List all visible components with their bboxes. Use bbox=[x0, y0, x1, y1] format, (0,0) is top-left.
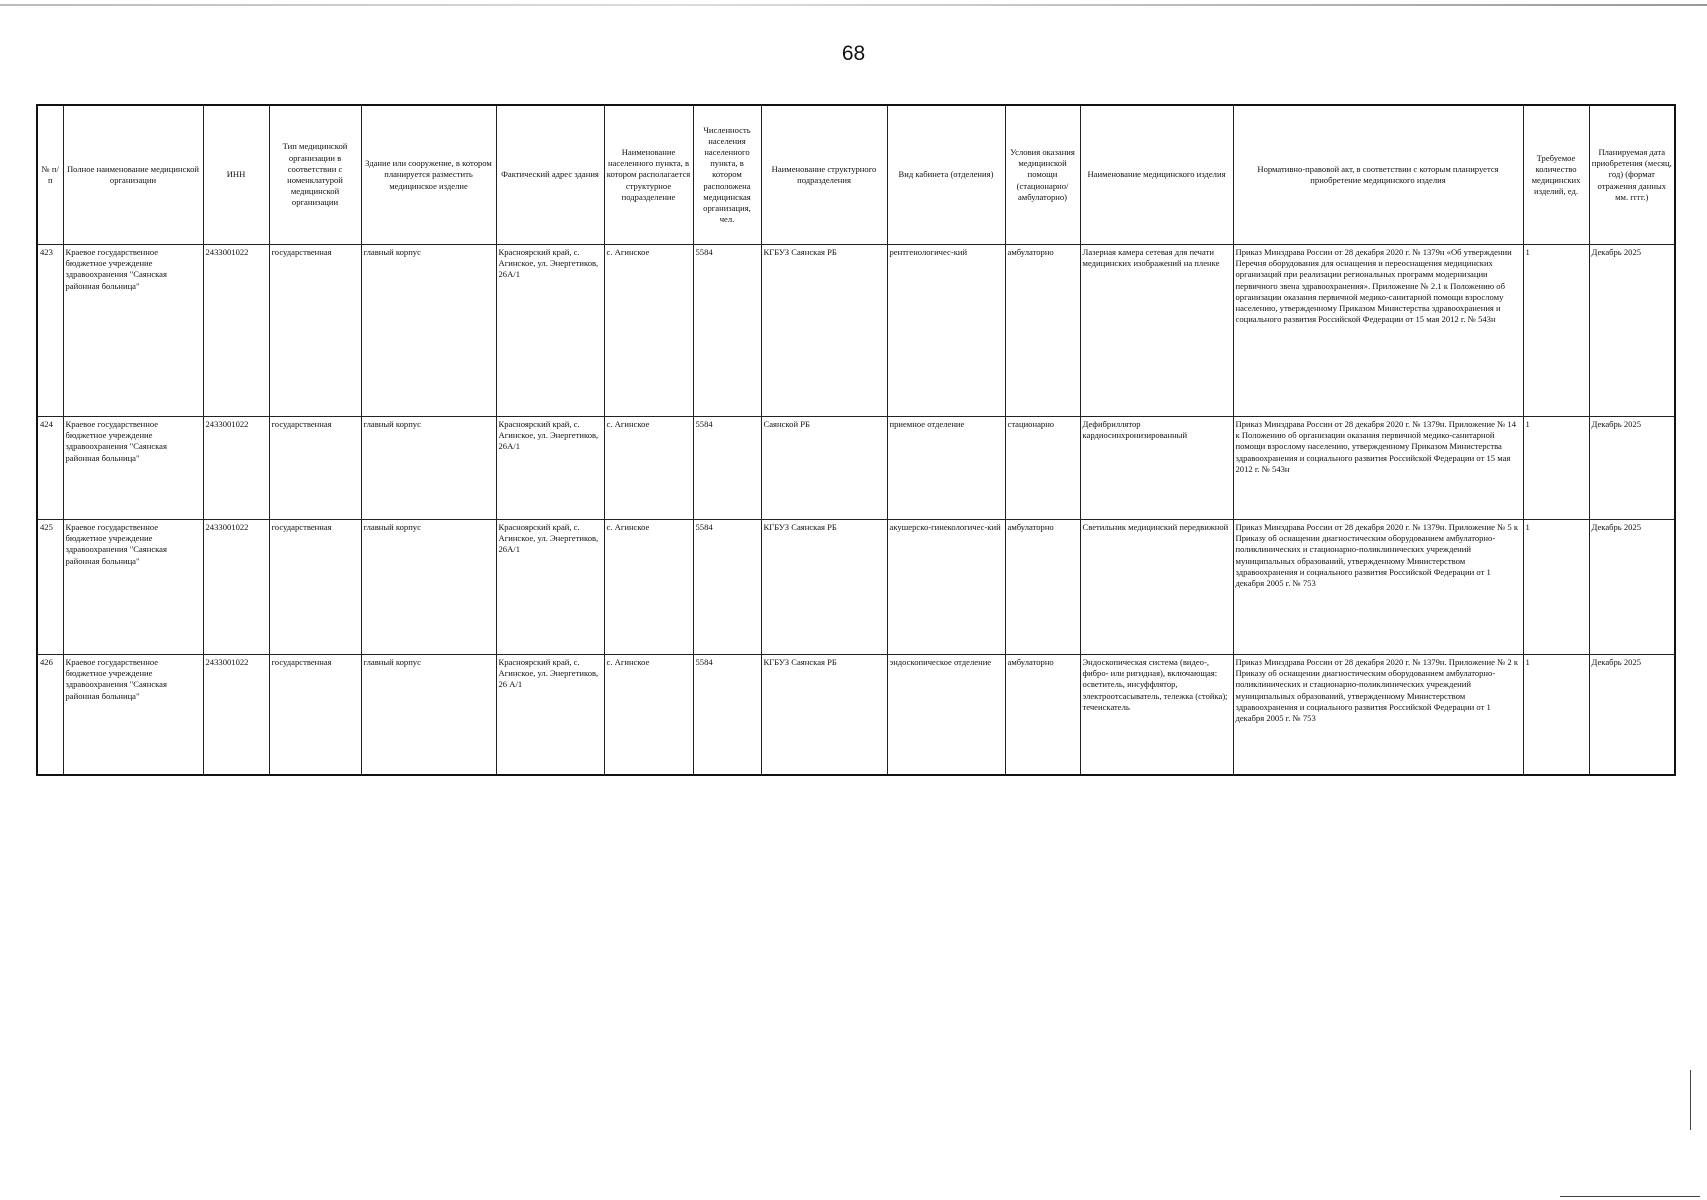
cell-number: 424 bbox=[37, 417, 63, 520]
cell-locality: с. Агинское bbox=[604, 655, 693, 776]
cell-quantity: 1 bbox=[1523, 417, 1589, 520]
col-header-organization: Полное наименование медицинской организации bbox=[63, 105, 203, 245]
cell-conditions: амбулаторно bbox=[1005, 245, 1080, 417]
col-header-conditions: Условия оказания медицинской помощи (стационарно/ амбулаторно) bbox=[1005, 105, 1080, 245]
cell-number: 425 bbox=[37, 520, 63, 655]
table-row bbox=[37, 245, 1675, 417]
col-header-unit: Наименование структурного подразделения bbox=[761, 105, 887, 245]
table-header-row bbox=[37, 105, 1675, 245]
cell-quantity: 1 bbox=[1523, 245, 1589, 417]
equipment-registry-table bbox=[36, 104, 1676, 776]
cell-org-type: государственная bbox=[269, 245, 361, 417]
cell-date: Декабрь 2025 bbox=[1589, 655, 1675, 776]
cell-building: главный корпус bbox=[361, 417, 496, 520]
cell-locality: с. Агинское bbox=[604, 520, 693, 655]
col-header-number: № п/п bbox=[37, 105, 63, 245]
cell-building: главный корпус bbox=[361, 520, 496, 655]
col-header-address: Фактический адрес здания bbox=[496, 105, 604, 245]
cell-address: Красноярский край, с. Агинское, ул. Энергетиков, 26 А/1 bbox=[496, 655, 604, 776]
cell-cabinet: акушерско-гинекологичес-кий bbox=[887, 520, 1005, 655]
cell-quantity: 1 bbox=[1523, 520, 1589, 655]
cell-locality: с. Агинское bbox=[604, 417, 693, 520]
cell-organization: Краевое государственное бюджетное учреждение здравоохранения "Саянская районная больница" bbox=[63, 245, 203, 417]
scan-top-edge bbox=[0, 4, 1707, 6]
cell-quantity: 1 bbox=[1523, 655, 1589, 776]
table-row bbox=[37, 417, 1675, 520]
cell-population: 5584 bbox=[693, 417, 761, 520]
col-header-locality: Наименование населенного пункта, в котором располагается структурное подразделение bbox=[604, 105, 693, 245]
scan-edge-mark bbox=[1560, 1196, 1700, 1197]
cell-device: Лазерная камера сетевая для печати медицинских изображений на пленке bbox=[1080, 245, 1233, 417]
cell-building: главный корпус bbox=[361, 245, 496, 417]
col-header-org-type: Тип медицинской организации в соответствии с номенклатурой медицинской организации bbox=[269, 105, 361, 245]
cell-date: Декабрь 2025 bbox=[1589, 245, 1675, 417]
cell-cabinet: приемное отделение bbox=[887, 417, 1005, 520]
cell-org-type: государственная bbox=[269, 520, 361, 655]
col-header-legal-act: Нормативно-правовой акт, в соответствии с которым планируется приобретение медицинского изделия bbox=[1233, 105, 1523, 245]
cell-organization: Краевое государственное бюджетное учреждение здравоохранения "Саянская районная больница" bbox=[63, 655, 203, 776]
cell-device: Светильник медицинский передвижной bbox=[1080, 520, 1233, 655]
cell-cabinet: эндоскопическое отделение bbox=[887, 655, 1005, 776]
cell-device: Эндоскопическая система (видео-, фибро- или ригидная), включающая: осветитель, инсуффлятор, электроотсасыватель, тележка (стойка); течеискатель bbox=[1080, 655, 1233, 776]
page-number: 68 bbox=[841, 42, 866, 65]
cell-inn: 2433001022 bbox=[203, 520, 269, 655]
cell-inn: 2433001022 bbox=[203, 245, 269, 417]
cell-population: 5584 bbox=[693, 520, 761, 655]
cell-inn: 2433001022 bbox=[203, 417, 269, 520]
col-header-device: Наименование медицинского изделия bbox=[1080, 105, 1233, 245]
cell-number: 423 bbox=[37, 245, 63, 417]
table-row bbox=[37, 520, 1675, 655]
cell-conditions: амбулаторно bbox=[1005, 655, 1080, 776]
cell-conditions: стационарно bbox=[1005, 417, 1080, 520]
col-header-population: Численность населения населенного пункта, в котором расположена медицинская организация, чел. bbox=[693, 105, 761, 245]
cell-organization: Краевое государственное бюджетное учреждение здравоохранения "Саянская районная больница" bbox=[63, 417, 203, 520]
col-header-inn: ИНН bbox=[203, 105, 269, 245]
col-header-building: Здание или сооружение, в котором планируется разместить медицинское изделие bbox=[361, 105, 496, 245]
cell-population: 5584 bbox=[693, 655, 761, 776]
cell-inn: 2433001022 bbox=[203, 655, 269, 776]
cell-locality: с. Агинское bbox=[604, 245, 693, 417]
table-row bbox=[37, 655, 1675, 776]
cell-cabinet: рентгенологичес-кий bbox=[887, 245, 1005, 417]
cell-device: Дефибриллятор кардиосинхронизированный bbox=[1080, 417, 1233, 520]
scan-edge-mark bbox=[1690, 1070, 1691, 1130]
cell-building: главный корпус bbox=[361, 655, 496, 776]
col-header-date: Планируемая дата приобретения (месяц, год) (формат отражения данных мм. гггг.) bbox=[1589, 105, 1675, 245]
col-header-cabinet: Вид кабинета (отделения) bbox=[887, 105, 1005, 245]
cell-address: Красноярский край, с. Агинское, ул. Энергетиков, 26А/1 bbox=[496, 245, 604, 417]
cell-date: Декабрь 2025 bbox=[1589, 417, 1675, 520]
cell-address: Красноярский край, с. Агинское, ул. Энергетиков, 26А/1 bbox=[496, 417, 604, 520]
cell-legal-act: Приказ Минздрава России от 28 декабря 2020 г. № 1379н «Об утверждении Перечня оборудования для оснащения и переоснащения медицинских организаций при реализации региональных программ модернизации первичного звена здравоохранения». Приложение № 2.1 к Положению об организации оказания первичной медико-санитарной помощи взрослому населению, утвержденному Приказом Министерства здравоохранения и социального развития Российской Федерации от 15 мая 2012 г. № 543н bbox=[1233, 245, 1523, 417]
cell-population: 5584 bbox=[693, 245, 761, 417]
cell-org-type: государственная bbox=[269, 417, 361, 520]
cell-unit: КГБУЗ Саянская РБ bbox=[761, 655, 887, 776]
cell-address: Красноярский край, с. Агинское, ул. Энергетиков, 26А/1 bbox=[496, 520, 604, 655]
cell-unit: Саянской РБ bbox=[761, 417, 887, 520]
cell-unit: КГБУЗ Саянская РБ bbox=[761, 245, 887, 417]
cell-legal-act: Приказ Минздрава России от 28 декабря 2020 г. № 1379н. Приложение № 5 к Приказу об оснащении диагностическим оборудованием амбулаторно-поликлинических и стационарно-поликлинических учреждений муниципальных образований, утвержденному Министерством здравоохранения и социального развития Российской Федерации от 1 декабря 2005 г. № 753 bbox=[1233, 520, 1523, 655]
cell-legal-act: Приказ Минздрава России от 28 декабря 2020 г. № 1379н. Приложение № 14 к Положению об организации оказания первичной медико-санитарной помощи взрослому населению, утвержденному Приказом Министерства здравоохранения и социального развития Российской Федерации от 15 мая 2012 г. № 543н bbox=[1233, 417, 1523, 520]
cell-legal-act: Приказ Минздрава России от 28 декабря 2020 г. № 1379н. Приложение № 2 к Приказу об оснащении диагностическим оборудованием амбулаторно-поликлинических и стационарно-поликлинических учреждений муниципальных образований, утвержденному Министерством здравоохранения и социального развития Российской Федерации от 1 декабря 2005 г. № 753 bbox=[1233, 655, 1523, 776]
col-header-quantity: Требуемое количество медицинских изделий, ед. bbox=[1523, 105, 1589, 245]
cell-org-type: государственная bbox=[269, 655, 361, 776]
cell-number: 426 bbox=[37, 655, 63, 776]
cell-unit: КГБУЗ Саянская РБ bbox=[761, 520, 887, 655]
cell-conditions: амбулаторно bbox=[1005, 520, 1080, 655]
cell-organization: Краевое государственное бюджетное учреждение здравоохранения "Саянская районная больница" bbox=[63, 520, 203, 655]
cell-date: Декабрь 2025 bbox=[1589, 520, 1675, 655]
